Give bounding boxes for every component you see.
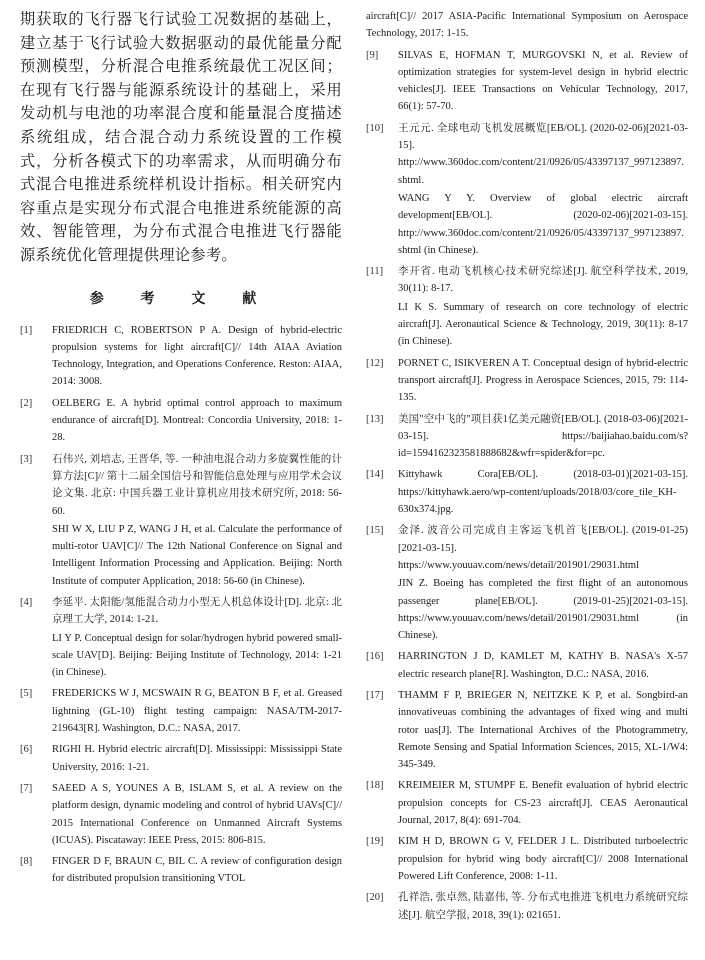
reference-number: [19]: [366, 836, 384, 848]
reference-number: [7]: [20, 782, 33, 794]
reference-entry: FRIEDRICH C, ROBERTSON P A. Design of hybrid-electric propulsion systems for light aircraft[C]// 14th AIAA Aviation Technology, Integration, and Operations Conference. Reston: AIAA, 2014: 3008.: [52, 324, 342, 388]
reference-number: [10]: [366, 122, 384, 134]
reference-item: [366, 687, 688, 773]
reference-item: [20, 741, 342, 776]
reference-entry: PORNET C, ISIKVEREN A T. Conceptual design of hybrid-electric transport aircraft[J]. Progress in Aerospace Sciences, 2015, 79: 114-135.: [398, 357, 688, 404]
reference-text: [398, 648, 688, 683]
reference-number: [8]: [20, 856, 33, 868]
reference-text: [52, 853, 342, 888]
reference-item: [20, 780, 342, 849]
reference-number: [5]: [20, 688, 33, 700]
left-column: [20, 8, 342, 892]
reference-number: [16]: [366, 651, 384, 663]
reference-entry: SAEED A S, YOUNES A B, ISLAM S, et al. A review on the platform design, dynamic modeling and control of hybrid UAVs[C]// 2015 International Conference on Unmanned Aircraft Systems (ICUAS). Piscataway: IEEE Press, 2015: 806-815.: [52, 782, 342, 846]
reference-item: [366, 411, 688, 463]
references-heading: 参 考 文 献: [89, 290, 273, 307]
reference-entry: OELBERG E. A hybrid optimal control approach to maximum endurance of aircraft[D]. Montreal: Concordia University, 2018: 1-28.: [52, 397, 342, 444]
reference-text: [398, 889, 688, 924]
reference-entry: RIGHI H. Hybrid electric aircraft[D]. Mississippi: Mississippi State University, 2016: 1-21.: [52, 744, 342, 773]
reference-entry: HARRINGTON J D, KAMLET M, KATHY B. NASA's X-57 electric research plane[R]. Washington, D.C.: NASA, 2016.: [398, 651, 688, 680]
right-column: [366, 8, 688, 928]
reference-text: [398, 833, 688, 885]
reference-item: [366, 522, 688, 644]
reference-item: [20, 451, 342, 590]
reference-number: [15]: [366, 525, 384, 537]
reference-number: [2]: [20, 397, 33, 409]
reference-number: [4]: [20, 596, 33, 608]
reference-item: [20, 853, 342, 888]
reference-number: [6]: [20, 744, 33, 756]
reference-entry: 石伟兴, 刘培志, 王晋华, 等. 一种油电混合动力多旋翼性能的计算方法[C]// 第十二届全国信号和智能信息处理与应用学术会议论文集. 北京: 中国兵器工业计算机应用技术研究所, 2018: 56-60.: [52, 453, 342, 517]
reference-entry: KIM H D, BROWN G V, FELDER J L. Distributed turboelectric propulsion for hybrid wing body aircraft[C]// 2008 International Powered Lift Conference, 2008: 1-11.: [398, 836, 688, 882]
reference-number: [20]: [366, 892, 384, 904]
reference-list-right: [366, 47, 688, 924]
reference-text: [398, 777, 688, 829]
reference-number: [1]: [20, 324, 33, 336]
reference-text: [52, 395, 342, 447]
reference-item: [20, 685, 342, 737]
reference-entry: 孔祥浩, 张卓然, 陆嘉伟, 等. 分布式电推进飞机电力系统研究综述[J]. 航空学报, 2018, 39(1): 021651.: [398, 892, 688, 921]
reference-translation: LI K S. Summary of research on core technology of electric aircraft[J]. Aeronautical Science & Technology, 2019, 30(11): 8-17 (in Chinese).: [398, 301, 688, 348]
reference-text: [398, 411, 688, 463]
reference-translation: JIN Z. Boeing has completed the first flight of an autonomous passenger plane[EB/OL]. (2019-01-25)[2021-03-15]. https://www.youuav.com/news/detail/201901/29031.html (in Chinese).: [398, 578, 688, 642]
reference-number: [13]: [366, 413, 384, 425]
reference-8-continuation: aircraft[C]// 2017 ASIA-Pacific International Symposium on Aerospace Technology, 2017: 1-15.: [366, 11, 688, 40]
reference-item: [20, 594, 342, 681]
reference-entry: THAMM F P, BRIEGER N, NEITZKE K P, et al. Songbird-an innovativeuas combining the advantages of fixed wing and multi rotor uas[J]. The International Archives of the Photogrammetry, Remote Sensing and Spatial Information Sciences, 2015, XL-1/W4: 345-349.: [398, 689, 688, 771]
reference-number: [12]: [366, 357, 384, 369]
reference-item: [366, 777, 688, 829]
reference-item: [366, 47, 688, 116]
reference-text: [52, 685, 342, 737]
reference-entry: Kittyhawk Cora[EB/OL]. (2018-03-01)[2021-03-15]. https://kittyhawk.aero/wp-content/uploads/2018/03/core_tile_KH-630x374.jpg.: [398, 469, 688, 516]
reference-text: [398, 47, 688, 116]
reference-entry: FINGER D F, BRAUN C, BIL C. A review of configuration design for distributed propulsion transitioning VTOL: [52, 856, 342, 885]
reference-text: [52, 322, 342, 391]
reference-text: [398, 355, 688, 407]
reference-item: [366, 648, 688, 683]
reference-entry: 美国"空中飞的"项目获1亿美元融资[EB/OL]. (2018-03-06)[2021-03-15]. https://baijiahao.baidu.com/s?id=1594162323581888682&wfr=spider&for=pc.: [398, 413, 688, 460]
reference-number: [11]: [366, 266, 384, 278]
reference-text: [52, 741, 342, 776]
reference-text: [398, 263, 688, 350]
reference-number: [9]: [366, 49, 379, 61]
reference-text: [52, 451, 342, 590]
reference-entry: 李延平. 太阳能/氢能混合动力小型无人机总体设计[D]. 北京: 北京理工大学, 2014: 1-21.: [52, 596, 342, 626]
reference-entry: 李开省. 电动飞机核心技术研究综述[J]. 航空科学技术, 2019, 30(11): 8-17.: [398, 266, 688, 295]
reference-item: [366, 833, 688, 885]
body-paragraph: 期获取的飞行器飞行试验工况数据的基础上，建立基于飞行试验大数据驱动的最优能量分配预测模型，分析混合电推系统最优工况区间；在现有飞行器与能源系统设计的基础上，采用发动机与电池的功率混合度和能量混合度描述系统组成，结合混合动力系统设置的工作模式，分析各模式下的功率需求，从而明确分布式混合电推进系统样机设计指标。相关研究内容重点是实现分布式混合电推进系统能源的高效、智能管理，为分布式混合电推进飞行器能源系统优化管理提供理论参考。: [20, 10, 342, 264]
reference-item: [366, 263, 688, 350]
reference-entry: FREDERICKS W J, MCSWAIN R G, BEATON B F, et al. Greased lightning (GL-10) flight testing campaign: NASA/TM-2017-219643[R]. Washington, D.C.: NASA, 2017.: [52, 688, 342, 735]
reference-number: [17]: [366, 689, 384, 701]
reference-item: [366, 889, 688, 924]
reference-text: [398, 687, 688, 773]
reference-number: [3]: [20, 453, 33, 465]
reference-item: [20, 395, 342, 447]
reference-entry: SILVAS E, HOFMAN T, MURGOVSKI N, et al. Review of optimization strategies for system-level design in hybrid electric vehicles[J]. IEEE Transactions on Vehicular Technology, 2017, 66(1): 57-70.: [398, 49, 688, 113]
reference-translation: LI Y P. Conceptual design for solar/hydrogen hybrid powered small-scale UAV[D]. Beijing: Beijing Institute of Technology, 2014: 1-21 (in Chinese).: [52, 632, 342, 679]
reference-translation: SHI W X, LIU P Z, WANG J H, et al. Calculate the performance of multi-rotor UAV[C]// The 12th National Conference on Signal and Intelligent Information Processing and Application. Beijing: North Institute of computer Application, 2018: 56-60 (in Chinese).: [52, 523, 342, 587]
reference-text: [398, 466, 688, 518]
body-text: [20, 8, 342, 268]
reference-item: [366, 120, 688, 259]
reference-entry: 王元元. 全球电动飞机发展概览[EB/OL]. (2020-02-06)[2021-03-15]. http://www.360doc.com/content/21/0926/05/43397137_997123897.shtml.: [398, 122, 688, 186]
reference-translation: WANG Y Y. Overview of global electric aircraft development[EB/OL]. (2020-02-06)[2021-03-15]. http://www.360doc.com/content/21/0926/05/43397137_997123897.shtml (in Chinese).: [398, 192, 688, 256]
reference-text: [52, 594, 342, 681]
reference-text: [398, 522, 688, 644]
reference-list-left: [20, 322, 342, 888]
reference-number: [14]: [366, 469, 384, 481]
reference-text: [398, 120, 688, 259]
reference-text: [52, 780, 342, 849]
reference-item: [366, 355, 688, 407]
reference-entry: 金泽. 波音公司完成自主客运飞机首飞[EB/OL]. (2019-01-25)[2021-03-15]. https://www.youuav.com/news/detail/201901/29031.html: [398, 525, 688, 571]
reference-item: [20, 322, 342, 391]
reference-entry: KREIMEIER M, STUMPF E. Benefit evaluation of hybrid electric propulsion concepts for CS-23 aircraft[J]. CEAS Aeronautical Journal, 2017, 8(4): 691-704.: [398, 780, 688, 827]
reference-number: [18]: [366, 780, 384, 792]
reference-item: [366, 466, 688, 518]
